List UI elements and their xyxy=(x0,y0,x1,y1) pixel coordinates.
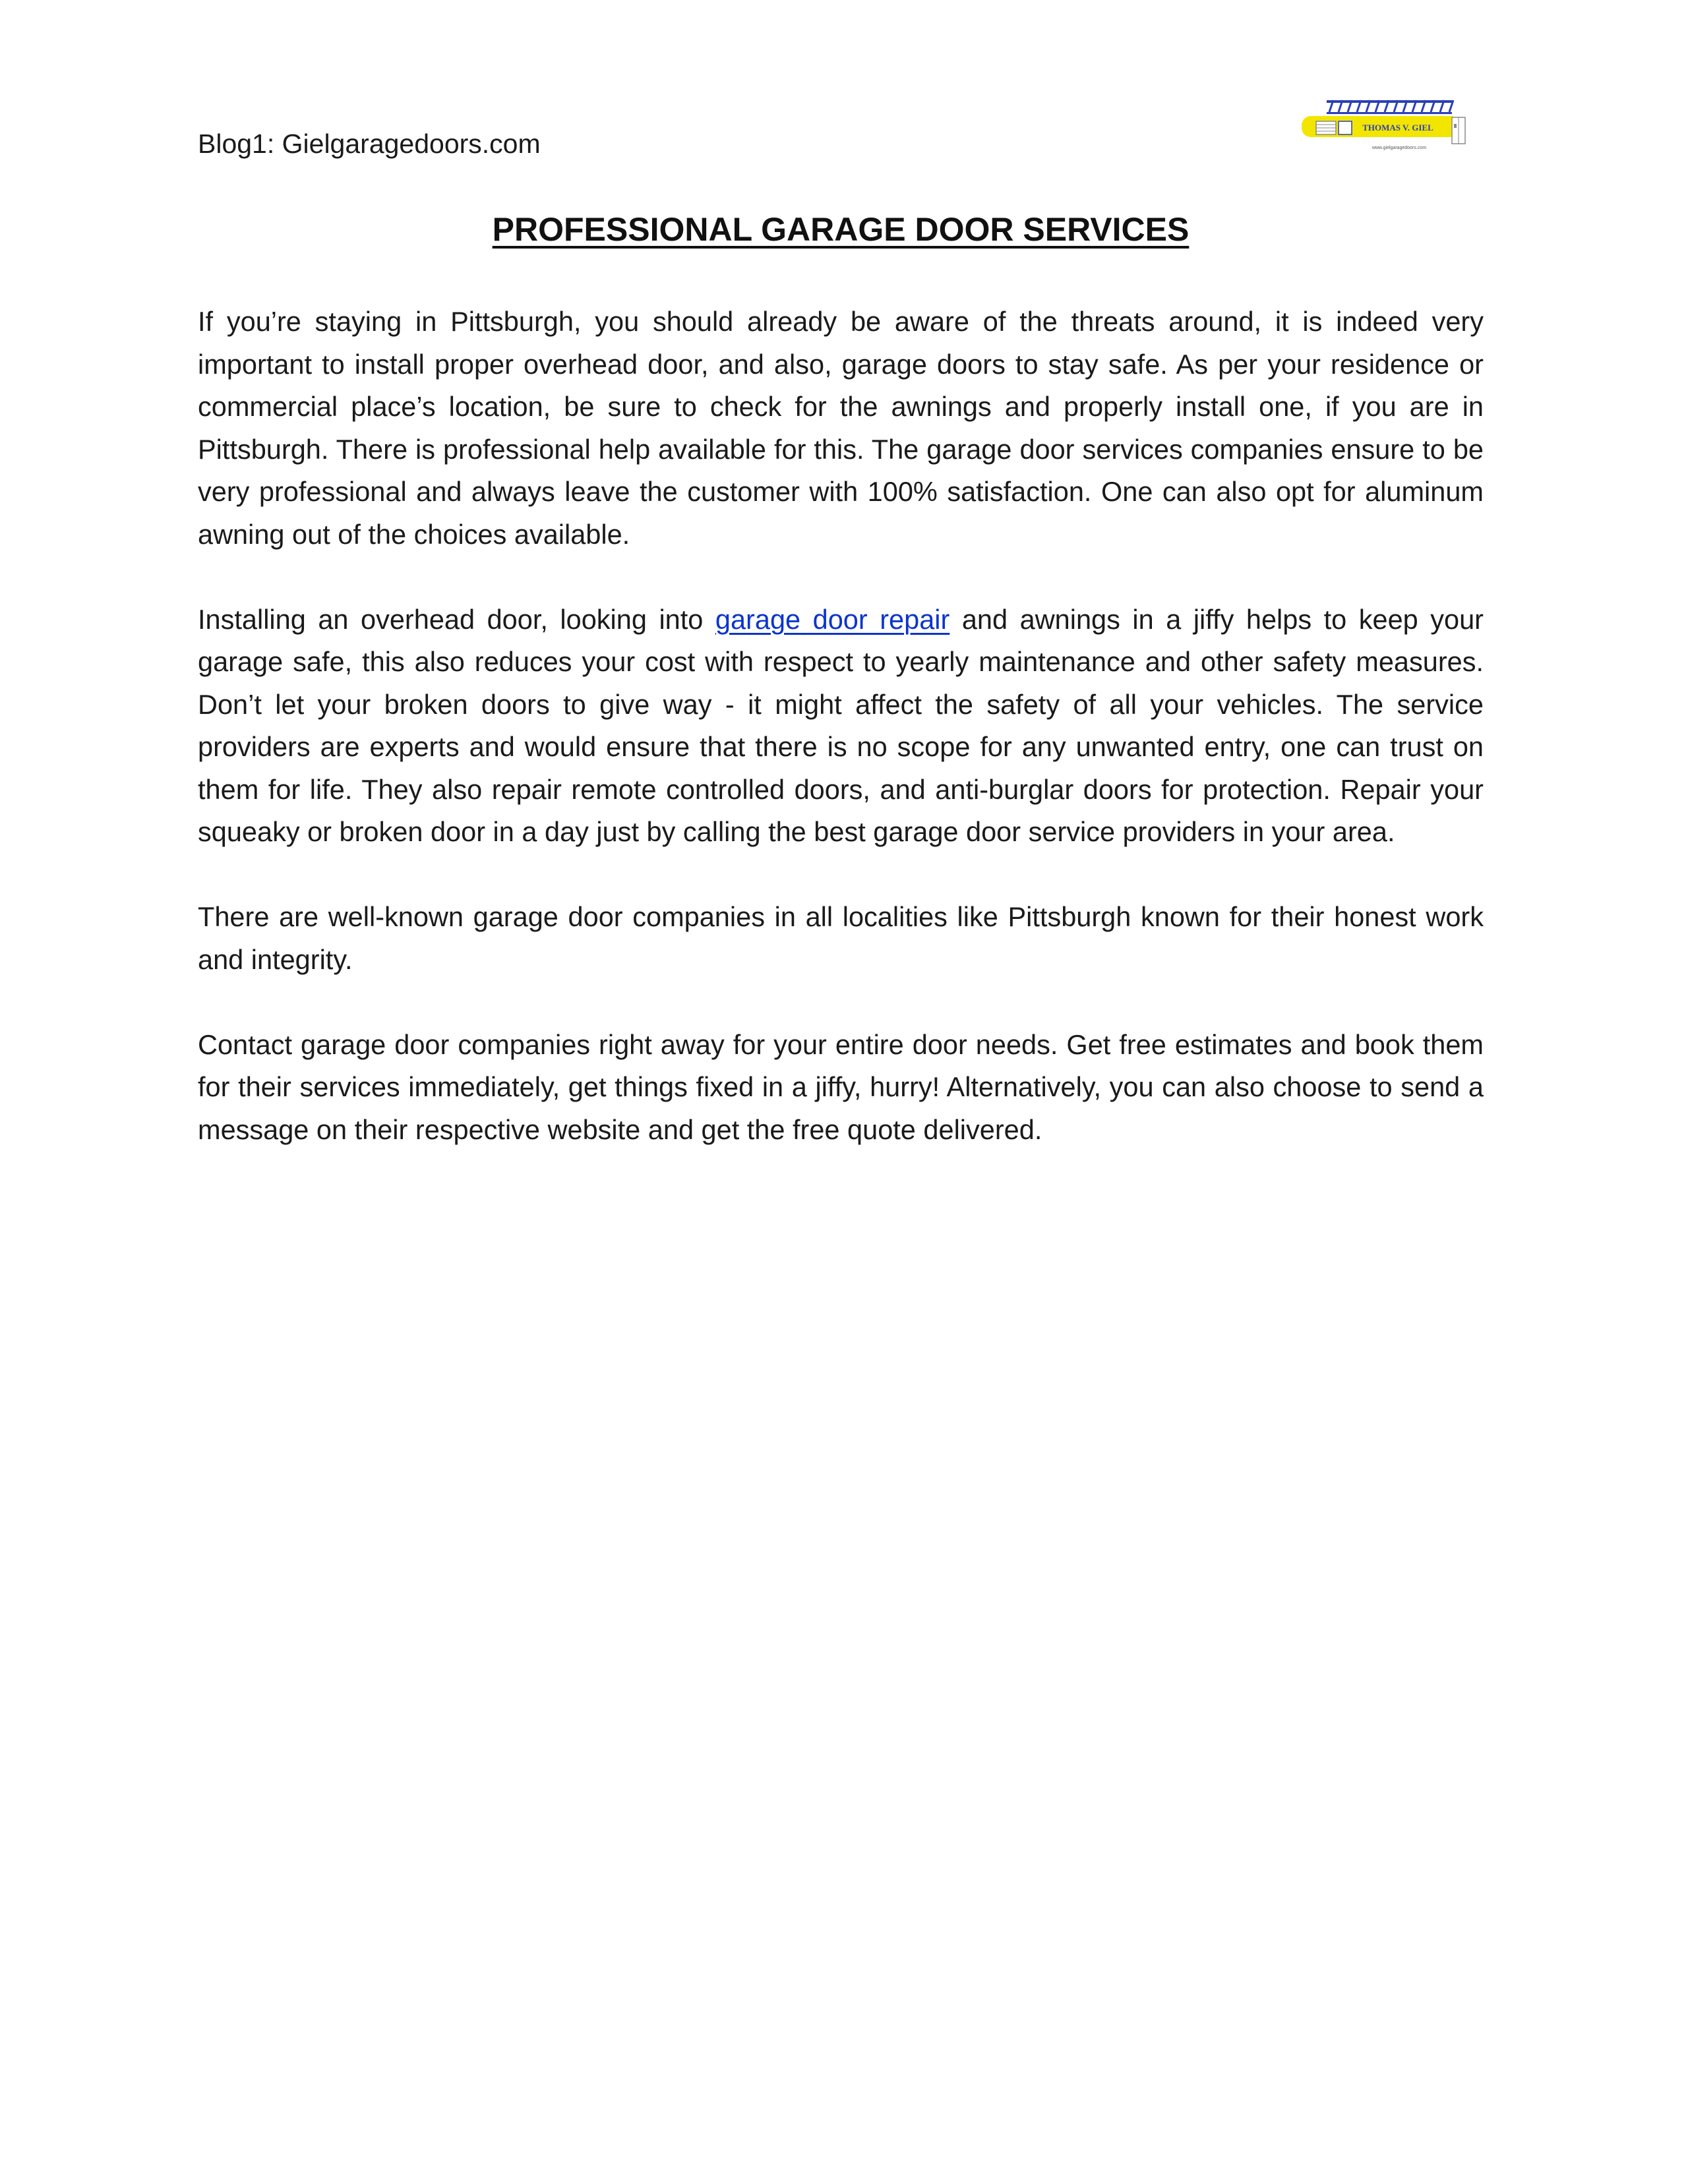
paragraph-3: There are well-known garage door companies in all localities like Pittsburgh known for their honest work and integrity. xyxy=(198,901,1484,975)
garage-door-icon xyxy=(1316,121,1352,134)
article-body xyxy=(198,301,1484,1194)
paragraph-4: Contact garage door companies right away for your entire door needs. Get free estimates and book them for their services immediately, get things fixed in a jiffy, hurry! Alternatively, you can also choose to send a message on their respective website and get the free quote delivered. xyxy=(198,1028,1484,1145)
paragraph-2 xyxy=(198,599,1484,854)
article-title: PROFESSIONAL GARAGE DOOR SERVICES xyxy=(492,211,1190,248)
company-logo xyxy=(1300,98,1473,154)
garage-door-repair-link[interactable]: garage door repair xyxy=(715,603,950,635)
paragraph-2-text-after-link: and awnings in a jiffy helps to keep your garage safe, this also reduces your cost with respect to yearly maintenance and other safety measures. Don’t let your broken doors to give way - it might affect the safety of all your vehicles. The service providers are experts and would ensure that there is no scope for any unwanted entry, one can trust on them for life. They also repair remote controlled doors, and anti-burglar doors for protection. Repair your squeaky or broken door in a day just by calling the best garage door service providers in your area. xyxy=(198,603,1484,847)
paragraph-1: If you’re staying in Pittsburgh, you should already be aware of the threats around, it is indeed very important to install proper overhead door, and also, garage doors to stay safe. As per your residence or commercial place’s location, be sure to check for the awnings and properly install one, if you are in Pittsburgh. There is professional help available for this. The garage door services companies ensure to be very professional and always leave the customer with 100% satisfaction. One can also opt for aluminum awning out of the choices available. xyxy=(198,306,1484,550)
logo-awning-stripes xyxy=(1327,100,1453,114)
paragraph-2-text-before-link: Installing an overhead door, looking into xyxy=(198,603,715,635)
door-icon xyxy=(1452,117,1465,144)
logo-name-text: THOMAS V. GIEL xyxy=(1362,123,1433,133)
logo-url-text: www.gielgaragedoors.com xyxy=(1372,146,1427,150)
blog-header-label: Blog1: Gielgaragedoors.com xyxy=(198,129,541,159)
